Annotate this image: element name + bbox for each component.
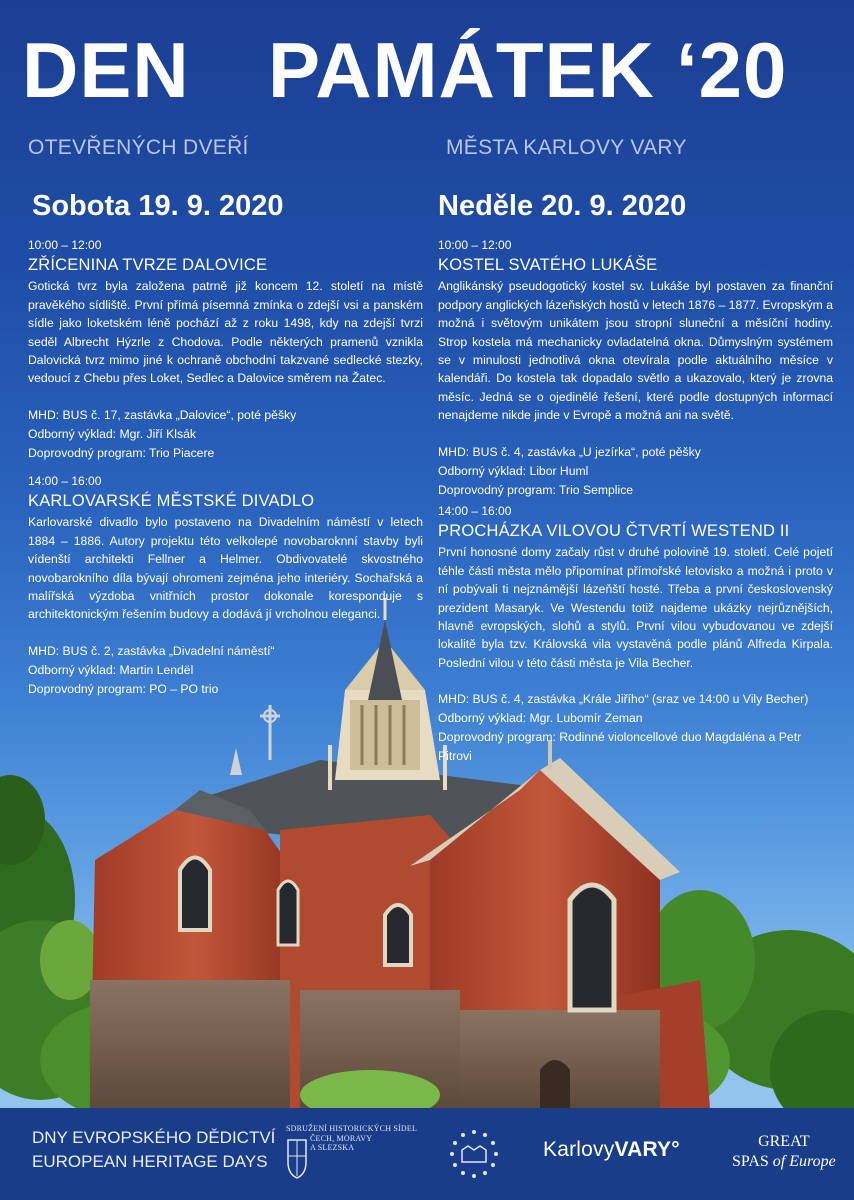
event-guide: Odborný výklad: Libor Huml [438,463,589,478]
event-info [438,690,833,766]
event-time: 14:00 – 16:00 [28,474,102,488]
event-guide: Odborný výklad: Mgr. Lubomír Zeman [438,711,643,726]
event-transport: MHD: BUS č. 2, zastávka „Divadelní náměstí“ [28,643,275,658]
event-description: Karlovarské divadlo bylo postaveno na Divadelním náměstí v letech 1884 – 1886. Autory projektu této velkolepé novobaroknní stavby byli vídenští architekti Fellner a Helmer. Obdivovatelé skvostného novobarokního díla bývají ohromeni zejména jeho interiéry. Sochařská a malířská výzdoba vnitřních prostor dokonale koresponduje s architektonickým řešením budovy a dodává jí vrcholnou eleganci. [28,515,423,622]
great-text: GREAT [758,1133,810,1150]
of-europe-text: of Europe [772,1153,836,1170]
event-transport: MHD: BUS č. 4, zastávka „U jezírka“, poté pěšky [438,444,701,459]
event-description: První honosné domy začaly růst v druhé polovině 19. století. Celé pojetí téhle části města mělo připomínat přímořské letovisko a možná i proto v ní pobývali ti nejznámější lázeňští hosté. Třeba a první československý prezident Masaryk. Ve Westendu totiž najdeme ukázky nejrůznějších, hlavně evropských, slohů a stylů. První vilou vybudovanou ve zdejší lokalitě byla tzv. Královská vila vystavěná podle plánů Alfreda Kirpala. Poslední vilou v této části města je Vila Becher. [438,545,833,670]
subtitle-right: MĚSTA KARLOVY VARY [446,136,687,159]
event-program: Doprovodný program: Trio Piacere [28,445,215,460]
kv-part1: Karlovy [543,1138,615,1161]
kv-part2: VARY° [614,1138,680,1161]
heritage-line-cz: DNY EVROPSKÉHO DĚDICTVÍ [32,1128,276,1147]
event-block [28,472,423,699]
event-program: Doprovodný program: Rodinné violoncellové duo Magdaléna a Petr Pitrovi [438,730,802,764]
subtitle-left: OTEVŘENÝCH DVEŘÍ [28,136,249,159]
eu-heritage-stars-icon [446,1126,502,1182]
event-program: Doprovodný program: Trio Semplice [438,482,634,497]
event-time: 10:00 – 12:00 [438,238,512,252]
sunday-date: Neděle 20. 9. 2020 [438,190,687,222]
title-pamatek: PAMÁTEK [268,26,655,114]
event-program: Doprovodný program: PO – PO trio [28,681,219,696]
title-den: DEN [22,26,190,114]
event-guide: Odborný výklad: Martin Lendël [28,662,194,677]
event-title: KOSTEL SVATÉHO LUKÁŠE [438,256,658,275]
event-guide: Odborný výklad: Mgr. Jiří Klsák [28,426,196,441]
event-description: Gotická tvrz byla založena patrně již koncem 12. století na místě pravěkého sídliště. První přímá písemná zmínka o zdejší vsi a panském sídle jako loketském léně pochází až z roku 1498, kdy na zdejší tvrzi seděl Albrecht Hýzrle z Chodova. Podle některých pramenů vznikla Dalovická tvrz mimo jiné k ochraně obchodní takzvané sedlecké stezky, vedoucí z Chebu přes Loket, Sedlec a Dalovice směrem na Žatec. [28,279,423,386]
event-description: Anglikánský pseudogotický kostel sv. Lukáše byl postaven za finanční podpory anglických lázeňských hostů v letech 1876 – 1877. Evropským a možná i světovým unikátem jsou stropní sluneční a měsíční hodiny. Strop kostela má mechanicky ovladatelná okna. Důmyslným systémem se v minulosti jednotlivá okna otevírala podle aktuálního měsíce v kalendáři. Do kostela tak dopadalo světlo a ukazovalo, který je zrovna měsíc. Jedná se o ojedinělé řešení, které podle dostupných informací nenajdeme nikde jinde v Evropě a možná ani na světě. [438,279,833,423]
saturday-date: Sobota 19. 9. 2020 [32,190,284,222]
spas-text: SPAS [732,1153,769,1170]
event-block [438,236,833,500]
title-year: ‘20 [676,26,788,114]
event-title: PROCHÁZKA VILOVOU ČTVRTÍ WESTEND II [438,522,790,541]
great-spas-logo [732,1132,836,1172]
coat-of-arms-icon [286,1136,308,1180]
sdruzeni-line3: A SLEZSKA [310,1143,355,1152]
sdruzeni-logo [286,1124,436,1188]
event-time: 14:00 – 16:00 [438,504,512,518]
event-transport: MHD: BUS č. 17, zastávka „Dalovice“, poté pěšky [28,407,297,422]
event-block [438,502,833,766]
footer [0,1108,854,1200]
heritage-days [32,1126,275,1174]
event-title: ZŘÍCENINA TVRZE DALOVICE [28,256,268,275]
heritage-line-en: EUROPEAN HERITAGE DAYS [32,1152,268,1171]
event-title: KARLOVARSKÉ MĚSTSKÉ DIVADLO [28,492,315,511]
event-time: 10:00 – 12:00 [28,238,102,252]
event-transport: MHD: BUS č. 4, zastávka „Krále Jiřího“ (sraz ve 14:00 u Vily Becher) [438,692,809,707]
event-block [28,236,423,463]
event-info [28,406,423,463]
event-info [28,642,423,699]
karlovy-vary-logo [543,1138,680,1162]
sdruzeni-line2: ČECH, MORAVY [310,1133,373,1143]
sdruzeni-line1: SDRUŽENÍ HISTORICKÝCH SÍDEL [286,1124,418,1133]
event-info [438,443,833,500]
